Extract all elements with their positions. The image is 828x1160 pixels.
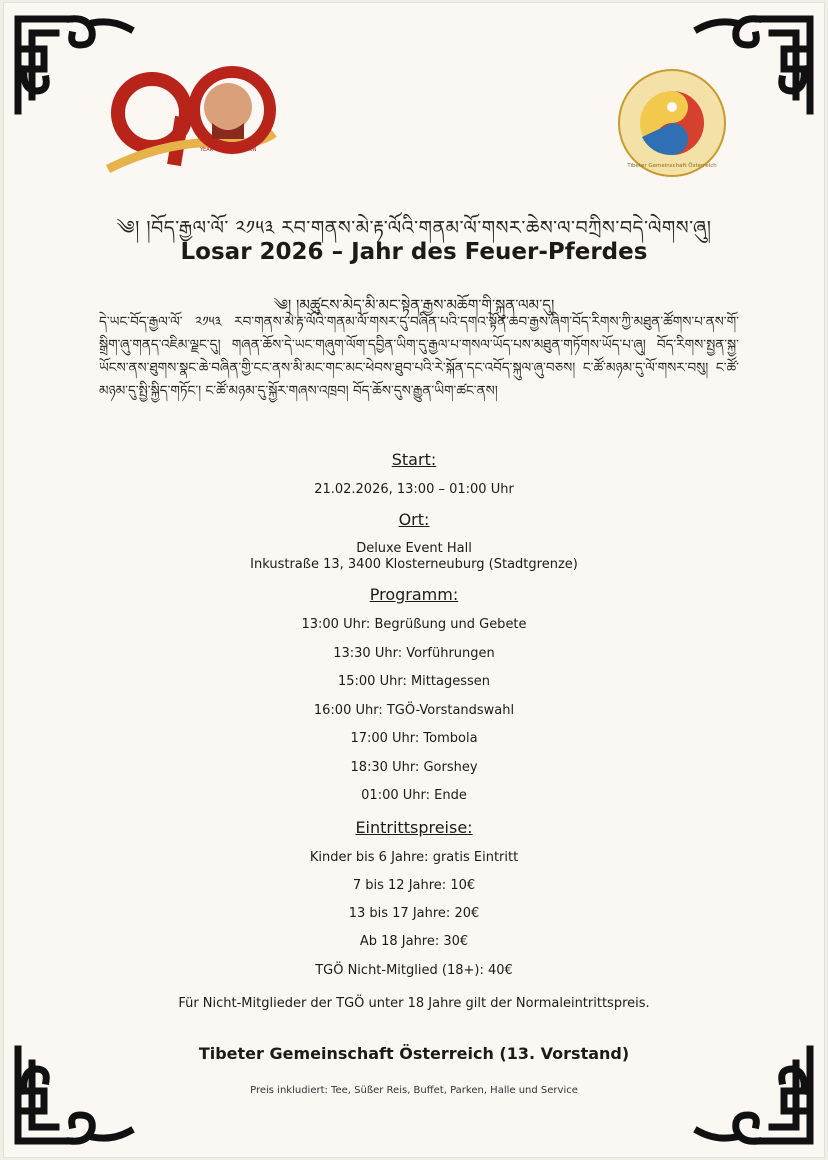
price-item: Ab 18 Jahre: 30€ [359,934,469,949]
program-item: 01:00 Uhr: Ende [361,788,467,803]
poster [4,3,824,1157]
badge-text: YEAR OF COMPASSION [200,147,257,153]
page-title: Losar 2026 – Jahr des Feuer-Pferdes [180,239,648,265]
program-item: 13:30 Uhr: Vorführungen [333,646,495,661]
price-item: 13 bis 17 Jahre: 20€ [348,906,480,921]
program-item: 18:30 Uhr: Gorshey [350,760,478,775]
prices-heading: Eintrittspreise: [355,818,473,837]
location-heading: Ort: [398,510,430,529]
tgoe-logo [616,67,728,179]
program-item: 17:00 Uhr: Tombola [350,731,478,746]
logo-ring-text: Tibeter Gemeinschaft Österreich [627,163,717,169]
price-note: Für Nicht-Mitglieder der TGÖ unter 18 Jahre gilt der Normaleintrittspreis. [178,996,650,1011]
organizer: Tibeter Gemeinschaft Österreich (13. Vorstand) [198,1044,630,1063]
price-item: TGÖ Nicht-Mitglied (18+): 40€ [315,963,513,978]
program-item: 15:00 Uhr: Mittagessen [337,674,490,689]
location-address: Inkustraße 13, 3400 Klosterneuburg (Stadtgrenze) [250,557,578,572]
price-item: Kinder bis 6 Jahre: gratis Eintritt [309,850,519,865]
ninety-years-logo [104,65,279,180]
tibetan-title: ༄། །བོད་རྒྱལ་ལོ་ ༢༡༥༣ རབ་གནས་མེ་རྟ་ལོའི་གནམ་ལོ་གསར་ཆེས་ལ་བཀྲིས་བདེ་ལེགས་ཞུ། [116,217,712,239]
tibetan-body: དེ་ཡང་བོད་རྒྱལ་ལོ་ ༢༡༥༣ རབ་གནས་མེ་རྟ་ལོའི་གནམ་ལོ་གསར་དུ་བཞིན་པའི་དགའ་སྟོན་ཆབ་རྒྱས་ཞིག་བོད་རིགས་ཀྱི་མཐུན་ཚོགས་པ་ནས་གོ་སྒྲིག་ཞུ་གནད་འཇིམ་ལྗང་དུ། གཞན་ཆོས་དེ་ཡང་གཞུག་ལོག་དབྱིན་ཡིག་དུ་རྒྱལ་པ་གསལ་ཡོད་པས་མཐུན་གཏོགས་ཡོད་པ་ཞུ། བོད་རིགས་སྤྱན་སྐྱ་ཡོངས་ནས་ཐུགས་སྣང་ཆེ་བཞིན་གྱི་ངང་ནས་མི་མང་གང་མང་ཕེབས་ཐུབ་པའི་རེ་སྐོན་དང་འབོད་སྐུལ་ཞུ་བཅས། ང་ཚོ་མཉམ་དུ་ལོ་གསར་བསུ། ང་ཚོ་མཉམ་དུ་སྤྱི་སྐྱིད་གཏོང་། ང་ཚོ་མཉམ་དུ་སྐྱོར་གཞས་འཁྲབ། བོད་ཆོས་དུས་རྒྱུན་ཡིག་ཚང་ནས། [99,314,739,399]
program-heading: Programm: [369,585,459,604]
start-value: 21.02.2026, 13:00 – 01:00 Uhr [314,482,514,497]
price-item: 7 bis 12 Jahre: 10€ [352,878,476,893]
program-item: 16:00 Uhr: TGÖ-Vorstandswahl [313,703,515,718]
program-item: 13:00 Uhr: Begrüßung und Gebete [301,617,527,632]
location-venue: Deluxe Event Hall [356,541,472,556]
tibetan-subtitle: ༄། །མཚུངས་མེད་མི་མང་སྟེན་རྒྱས་མཆོག་གི་སྐུན་ལམ་དུ། [273,296,555,314]
start-heading: Start: [391,450,437,469]
footer-note: Preis inkludiert: Tee, Süßer Reis, Buffet, Parken, Halle und Service [250,1085,578,1096]
